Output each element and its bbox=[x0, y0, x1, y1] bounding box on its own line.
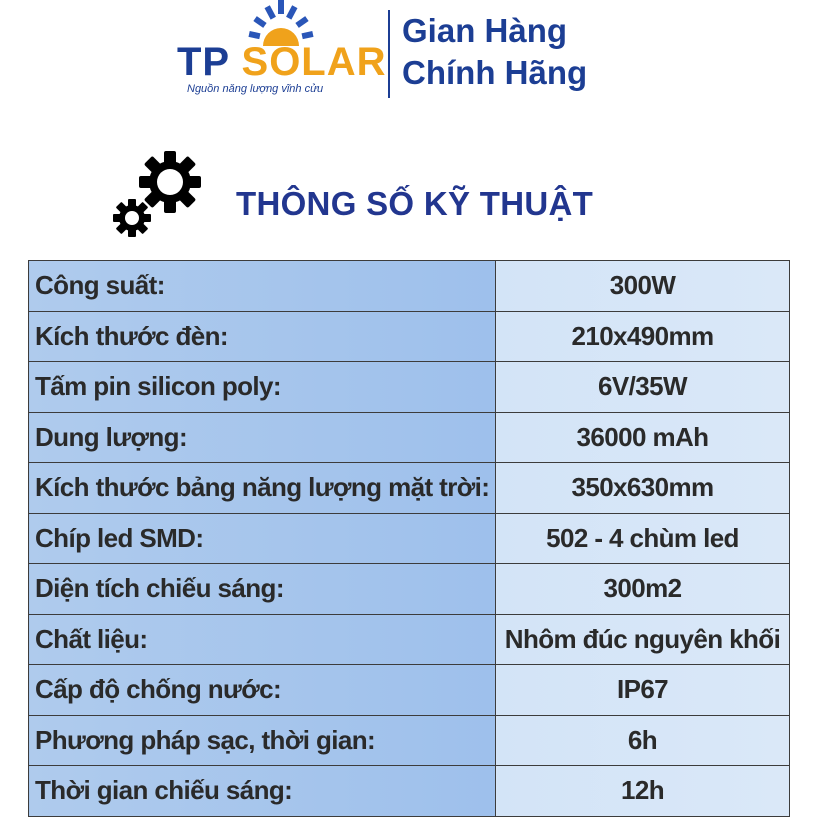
brand-claim-line1: Gian Hàng bbox=[402, 12, 568, 49]
gears-icon bbox=[108, 148, 208, 240]
table-row bbox=[29, 362, 790, 413]
spec-label: Công suất: bbox=[29, 261, 496, 312]
spec-value: 12h bbox=[496, 766, 790, 817]
table-row bbox=[29, 665, 790, 716]
spec-label: Cấp độ chống nước: bbox=[29, 665, 496, 716]
spec-value: 36000 mAh bbox=[496, 412, 790, 463]
spec-value: 6h bbox=[496, 715, 790, 766]
spec-value: 502 - 4 chùm led bbox=[496, 513, 790, 564]
table-row bbox=[29, 715, 790, 766]
spec-label: Thời gian chiếu sáng: bbox=[29, 766, 496, 817]
tp-solar-logo bbox=[175, 0, 385, 100]
spec-label: Diện tích chiếu sáng: bbox=[29, 564, 496, 615]
spec-value: 6V/35W bbox=[496, 362, 790, 413]
table-row bbox=[29, 261, 790, 312]
spec-label: Kích thước bảng năng lượng mặt trời: bbox=[29, 463, 496, 514]
spec-table bbox=[28, 260, 790, 817]
brand-claim-line2: Chính Hãng bbox=[402, 54, 588, 91]
spec-value: IP67 bbox=[496, 665, 790, 716]
logo-solar: SOLAR bbox=[241, 40, 387, 84]
spec-label: Tấm pin silicon poly: bbox=[29, 362, 496, 413]
logo-tp: TP bbox=[177, 40, 230, 84]
spec-label: Kích thước đèn: bbox=[29, 311, 496, 362]
spec-value: 300m2 bbox=[496, 564, 790, 615]
table-row bbox=[29, 513, 790, 564]
brand-claim bbox=[402, 10, 587, 94]
spec-value: 300W bbox=[496, 261, 790, 312]
spec-value: 210x490mm bbox=[496, 311, 790, 362]
table-row bbox=[29, 614, 790, 665]
logo-wordmark bbox=[177, 40, 387, 84]
spec-label: Dung lượng: bbox=[29, 412, 496, 463]
spec-value: 350x630mm bbox=[496, 463, 790, 514]
table-row bbox=[29, 463, 790, 514]
table-row bbox=[29, 564, 790, 615]
spec-label: Chất liệu: bbox=[29, 614, 496, 665]
section-title: THÔNG SỐ KỸ THUẬT bbox=[236, 185, 594, 222]
spec-value: Nhôm đúc nguyên khối bbox=[496, 614, 790, 665]
spec-label: Chíp led SMD: bbox=[29, 513, 496, 564]
header-divider bbox=[388, 10, 390, 98]
table-row bbox=[29, 766, 790, 817]
logo-tagline: Nguồn năng lượng vĩnh cửu bbox=[187, 83, 324, 95]
spec-label: Phương pháp sạc, thời gian: bbox=[29, 715, 496, 766]
table-row bbox=[29, 412, 790, 463]
table-row bbox=[29, 311, 790, 362]
